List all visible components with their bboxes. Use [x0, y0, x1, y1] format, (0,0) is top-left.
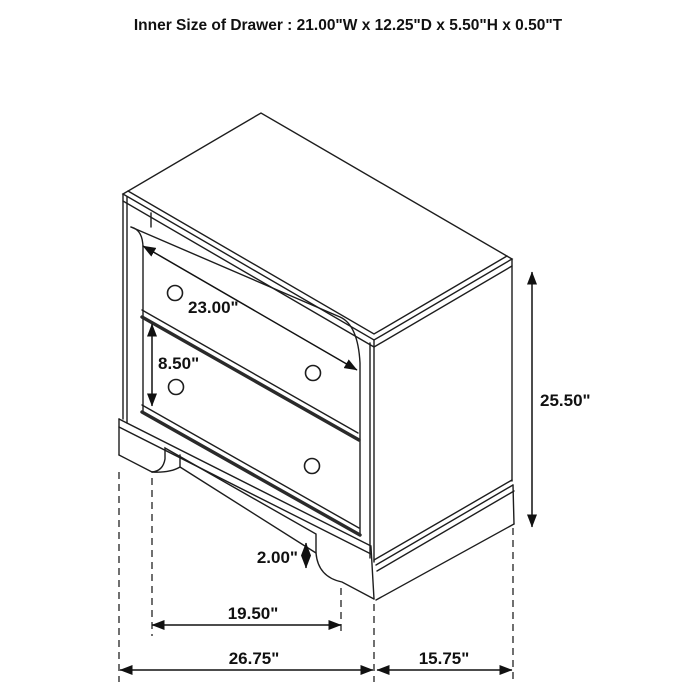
dimension-foot-clearance: [257, 543, 306, 568]
page-title: Inner Size of Drawer : 21.00"W x 12.25"D x 5.50"H x 0.50"T: [133, 17, 563, 34]
top-face-edge-band: [128, 191, 507, 334]
drawer1-left-knob: [168, 286, 183, 301]
front-top-lip: [123, 201, 374, 347]
base-left-foot-bottom: [119, 455, 152, 472]
base-arch-inner-profile: [152, 467, 316, 553]
dimension-label: 15.75": [418, 649, 470, 668]
dimension-label: 2.00": [256, 548, 298, 567]
dimension-line: [143, 246, 357, 370]
cabinet-top-face: [123, 113, 512, 340]
dimension-overall-height: [532, 272, 591, 527]
dimension-label: 19.50": [227, 604, 279, 623]
top-face-outline: [123, 113, 512, 340]
cabinet-side-face: [374, 259, 512, 560]
side-top-lip: [374, 266, 512, 347]
dimension-overall-depth: [377, 649, 512, 670]
base-side-right-edge: [513, 485, 514, 524]
base-front-top-lip: [119, 427, 371, 554]
dimension-label: 25.50": [540, 391, 591, 410]
dimension-arch-span: [152, 604, 341, 625]
dimension-label: 23.00": [188, 298, 239, 317]
drawer2-left-knob: [169, 380, 184, 395]
base-side-bottom-edge: [376, 524, 514, 600]
left-stile-scoop-and-inner-edge: [131, 227, 143, 411]
dimension-label: 26.75": [228, 649, 280, 668]
drawer1-right-knob: [306, 366, 321, 381]
side-bottom-edge: [374, 480, 512, 560]
dimension-overall-width: [120, 649, 373, 670]
dimension-drawer-opening-width: [143, 246, 357, 370]
drawer2-right-knob: [305, 459, 320, 474]
base-side-top-edge: [376, 485, 513, 565]
dimension-label: 8.50": [158, 354, 200, 373]
drawer-divider-shadow-line: [142, 317, 359, 440]
base-side-top-lip: [377, 491, 514, 571]
drawer2-bottom-shadow-line: [142, 412, 360, 535]
base-front-top-edge: [119, 419, 371, 546]
